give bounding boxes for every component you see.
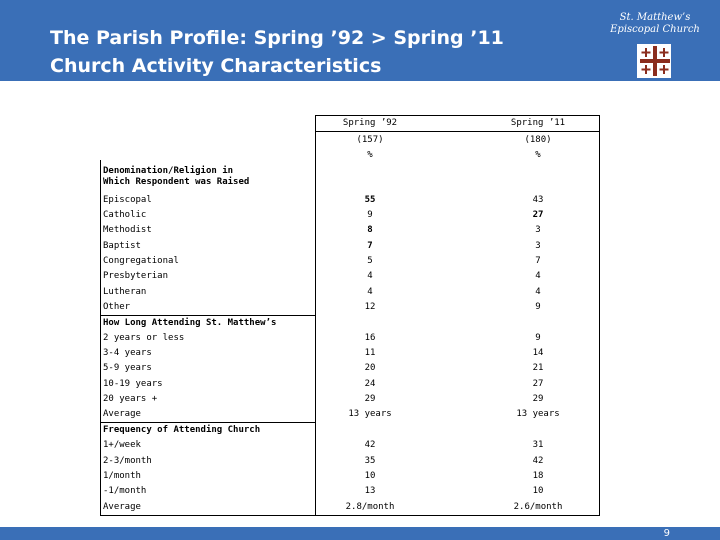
row-value-11: 4: [535, 287, 541, 297]
row-label: Average: [103, 409, 141, 419]
slide-title: [50, 24, 504, 80]
row-label: 2-3/month: [103, 456, 152, 466]
row-value-11: 18: [532, 471, 544, 481]
row-label: 3-4 years: [103, 348, 152, 358]
row-value-11: 9: [535, 333, 541, 343]
row-value-92: 12: [364, 302, 376, 312]
row-label: 1+/week: [103, 440, 141, 450]
unit-11: %: [535, 150, 541, 160]
row-value-92: 4: [367, 271, 373, 281]
crosses-icon: [640, 46, 670, 76]
row-value-11: 3: [535, 241, 541, 251]
row-value-92: 2.8/month: [345, 502, 395, 512]
title-line-2: Church Activity Characteristics: [50, 55, 382, 77]
row-value-92: 4: [367, 287, 373, 297]
row-value-11: 13 years: [516, 409, 560, 419]
church-logo-text: [600, 12, 710, 36]
row-label: 20 years +: [103, 394, 158, 404]
row-value-92: 13: [364, 486, 376, 496]
row-value-11: 27: [532, 210, 544, 220]
page-number: 9: [663, 528, 670, 539]
footer-bar: [0, 527, 720, 540]
row-value-11: 2.6/month: [513, 502, 563, 512]
table-top-rule: [315, 115, 600, 116]
title-line-1: The Parish Profile: Spring ’92 > Spring ’11: [50, 27, 504, 49]
row-label: 10-19 years: [103, 379, 163, 389]
row-value-11: 42: [532, 456, 544, 466]
row-label: Presbyterian: [103, 271, 169, 281]
row-value-11: 21: [532, 363, 544, 373]
row-label: 2 years or less: [103, 333, 185, 343]
row-value-92: 42: [364, 440, 376, 450]
row-value-11: 29: [532, 394, 544, 404]
row-value-92: 35: [364, 456, 376, 466]
logo-line-2: Episcopal Church: [610, 24, 700, 35]
row-value-11: 7: [535, 256, 541, 266]
row-label: Lutheran: [103, 287, 147, 297]
row-label: -1/month: [103, 486, 147, 496]
row-value-92: 11: [364, 348, 376, 358]
row-label: 5-9 years: [103, 363, 152, 373]
row-label: Other: [103, 302, 131, 312]
row-value-92: 16: [364, 333, 376, 343]
row-value-11: 9: [535, 302, 541, 312]
row-value-11: 27: [532, 379, 544, 389]
row-value-92: 29: [364, 394, 376, 404]
table-right-rule: [599, 115, 600, 515]
row-value-92: 8: [367, 225, 373, 235]
row-value-11: 14: [532, 348, 544, 358]
section-title-denomination-1: Denomination/Religion in: [103, 166, 234, 176]
table-bottom-rule: [100, 515, 600, 516]
row-value-92: 55: [364, 195, 376, 205]
row-value-92: 5: [367, 256, 373, 266]
row-label: Episcopal: [103, 195, 152, 205]
section-divider: [100, 422, 315, 423]
row-value-92: 20: [364, 363, 376, 373]
table-outer-left-rule: [100, 160, 101, 515]
column-header-spring-11: Spring ’11: [510, 118, 566, 128]
row-value-92: 9: [367, 210, 373, 220]
sample-size-11: (180): [524, 135, 552, 145]
unit-92: %: [367, 150, 373, 160]
header-bar: [0, 0, 720, 81]
section-title-frequency: Frequency of Attending Church: [103, 425, 261, 435]
row-label: Average: [103, 502, 141, 512]
table-header-rule: [315, 131, 600, 132]
sample-size-92: (157): [356, 135, 384, 145]
column-header-spring-92: Spring ’92: [342, 118, 398, 128]
row-label: Congregational: [103, 256, 179, 266]
row-value-92: 7: [367, 241, 373, 251]
row-value-11: 4: [535, 271, 541, 281]
section-title-denomination-2: Which Respondent was Raised: [103, 177, 250, 187]
section-divider: [100, 315, 315, 316]
row-value-11: 43: [532, 195, 544, 205]
row-label: Methodist: [103, 225, 152, 235]
row-value-11: 10: [532, 486, 544, 496]
table-left-rule: [315, 115, 316, 515]
row-value-92: 24: [364, 379, 376, 389]
section-title-attending: How Long Attending St. Matthew’s: [103, 318, 277, 328]
row-label: Catholic: [103, 210, 147, 220]
row-label: Baptist: [103, 241, 141, 251]
logo-line-1: St. Matthew’s: [619, 12, 691, 23]
row-value-92: 13 years: [348, 409, 392, 419]
row-value-92: 10: [364, 471, 376, 481]
row-value-11: 3: [535, 225, 541, 235]
row-value-11: 31: [532, 440, 544, 450]
row-label: 1/month: [103, 471, 141, 481]
